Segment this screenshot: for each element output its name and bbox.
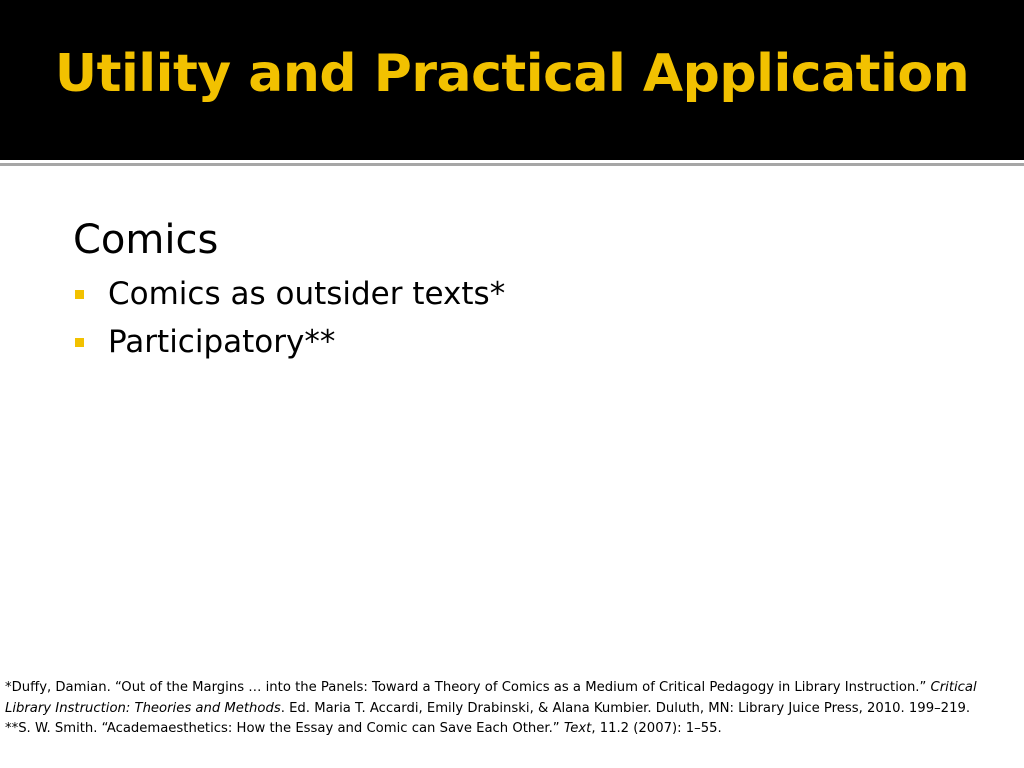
bullet-text: Participatory** — [108, 324, 336, 360]
slide-body — [73, 214, 973, 366]
footnote-journal-title: Text — [563, 721, 592, 736]
bullet-item — [73, 318, 973, 366]
bullet-item — [73, 270, 973, 318]
footnote-text: *Duffy, Damian. “Out of the Margins … into the Panels: Toward a Theory of Comics as a Medium of Critical Pedagogy in Library Instruction.” — [5, 680, 931, 695]
square-bullet-icon — [75, 338, 84, 347]
footnote-text: . Ed. Maria T. Accardi, Emily Drabinski, & Alana Kumbier. Duluth, MN: Library Juice Press, 2010. 199–219. — [280, 700, 971, 716]
square-bullet-icon — [75, 290, 84, 299]
footnote-duffy — [5, 678, 1017, 719]
title-band — [0, 0, 1024, 160]
footnote-book-title: Critical Library Instruction: Theories and Methods — [5, 680, 977, 716]
bullet-text: Comics as outsider texts* — [108, 276, 506, 312]
title-divider — [0, 163, 1024, 166]
footnote-smith — [5, 719, 1017, 740]
footnote-text: **S. W. Smith. “Academaesthetics: How the Essay and Comic can Save Each Other.” — [5, 721, 564, 736]
bullet-list — [73, 270, 973, 366]
content-heading: Comics — [73, 217, 219, 263]
footnote-text: , 11.2 (2007): 1–55. — [591, 721, 722, 736]
footnotes — [5, 678, 1017, 740]
slide-title: Utility and Practical Application — [54, 44, 970, 104]
